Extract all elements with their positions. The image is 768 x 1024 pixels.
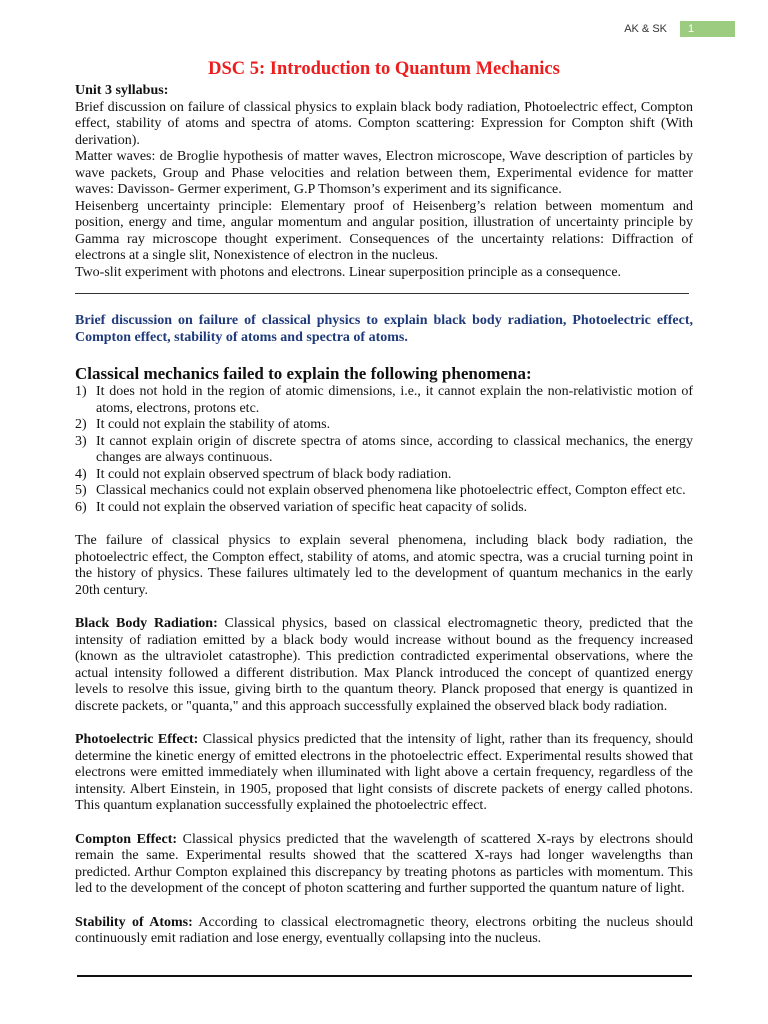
list-number: 5) — [75, 483, 87, 498]
failures-heading: Classical mechanics failed to explain the following phenomena: — [75, 364, 532, 383]
list-item — [75, 434, 693, 467]
page-number-badge: 1 — [680, 21, 735, 37]
topic-label: Stability of Atoms: — [75, 914, 193, 930]
list-number: 2) — [75, 417, 87, 432]
topic-text: Classical physics predicted that the intensity of light, rather than its frequency, should determine the kinetic energy of emitted electrons in the photoelectric effect. Experimental results showed that electrons were emitted immediately when illuminated with light above a certain frequency, regardless of the intensity. Albert Einstein, in 1905, proposed that light consists of discrete packets of energy called photons. This quantum explanation successfully explained the photoelectric effect. — [75, 732, 693, 813]
unit-label: Unit 3 syllabus: — [75, 83, 169, 98]
list-item — [75, 500, 693, 517]
divider — [75, 293, 689, 294]
topic-label: Black Body Radiation: — [75, 616, 218, 631]
topic-stability — [75, 915, 693, 948]
topic-black-body — [75, 616, 693, 715]
document-body — [75, 58, 693, 948]
list-text: It could not explain the observed variation of specific heat capacity of solids. — [96, 499, 528, 515]
list-text: It cannot explain origin of discrete spectra of atoms since, according to classical mechanics, the energy changes are always continuous. — [96, 433, 693, 465]
list-item — [75, 467, 693, 484]
syllabus-paragraph: Heisenberg uncertainty principle: Elementary proof of Heisenberg’s relation between momentum and position, energy and time, angular momentum and angular position, illustration of uncertainty principle by Gamma ray microscope thought experiment. Consequences of the uncertainty relations: Diffraction of electrons at a single slit, Nonexistence of electron in the nucleus. — [75, 198, 693, 263]
list-number: 6) — [75, 499, 87, 515]
syllabus-paragraph: Matter waves: de Broglie hypothesis of matter waves, Electron microscope, Wave description of particles by wave packets, Group and Phase velocities and relation between them, Experimental evidence for matter waves: Davisson- Germer experiment, G.P Thomson’s experiment and its significance. — [75, 149, 693, 197]
syllabus-paragraph: Brief discussion on failure of classical physics to explain black body radiation, Photoelectric effect, Compton effect, stability of atoms and spectra of atoms. Compton scattering: Expression for Compton shift (With derivation). — [75, 99, 693, 148]
list-number: 3) — [75, 433, 87, 449]
list-number: 1) — [75, 384, 87, 399]
list-text: It could not explain the stability of atoms. — [96, 417, 331, 432]
list-item — [75, 384, 693, 417]
list-item — [75, 483, 693, 500]
topic-text: Classical physics predicted that the wavelength of scattered X-rays by electrons should remain the same. Experimental results showed that the scattered X-rays had longer wavelengths than predicted. Arthur Compton explained this discrepancy by treating photons as particles with momentum. This led to the development of the concept of photon scattering and further supported the quantum nature of light. — [75, 831, 694, 896]
section-heading: Brief discussion on failure of classical physics to explain black body radiation, Photoelectric effect, Compton effect, stability of atoms and spectra of atoms. — [75, 313, 693, 345]
author-label: AK & SK — [624, 23, 667, 35]
intro-paragraph: The failure of classical physics to explain several phenomena, including black body radiation, the photoelectric effect, the Compton effect, stability of atoms, and atomic spectra, was a crucial turning point in the history of physics. These failures ultimately led to the development of quantum mechanics in the early 20th century. — [75, 533, 693, 598]
document-title: DSC 5: Introduction to Quantum Mechanics — [208, 59, 560, 79]
list-text: Classical mechanics could not explain observed phenomena like photoelectric effect, Compton effect etc. — [96, 483, 686, 498]
topic-text: According to classical electromagnetic theory, electrons orbiting the nucleus should continuously emit radiation and lose energy, eventually collapsing into the nucleus. — [75, 914, 694, 946]
topic-photoelectric — [75, 732, 693, 815]
list-text: It does not hold in the region of atomic dimensions, i.e., it cannot explain the non-relativistic motion of atoms, electrons, protons etc. — [96, 384, 693, 416]
list-number: 4) — [75, 466, 87, 482]
topic-label: Compton Effect: — [75, 831, 178, 847]
topic-compton — [75, 832, 693, 898]
syllabus-paragraph: Two-slit experiment with photons and electrons. Linear superposition principle as a consequence. — [75, 264, 622, 280]
topic-label: Photoelectric Effect: — [75, 732, 199, 747]
footer-divider — [77, 975, 692, 977]
failures-list — [75, 384, 693, 516]
list-text: It could not explain observed spectrum of black body radiation. — [96, 466, 452, 482]
topic-text: Classical physics, based on classical electromagnetic theory, predicted that the intensity of radiation emitted by a black body would increase without bound as the frequency increased (known as the ultraviolet catastrophe). This prediction contradicted experimental observations, where the actual intensity followed a different distribution. Max Planck introduced the concept of quantized energy levels to resolve this issue, giving birth to the quantum theory. Planck proposed that energy is quantized in discrete packets, or "quanta," and this approach successfully explained the observed black body radiation. — [75, 616, 693, 714]
list-item — [75, 417, 693, 434]
page-header — [624, 21, 735, 37]
